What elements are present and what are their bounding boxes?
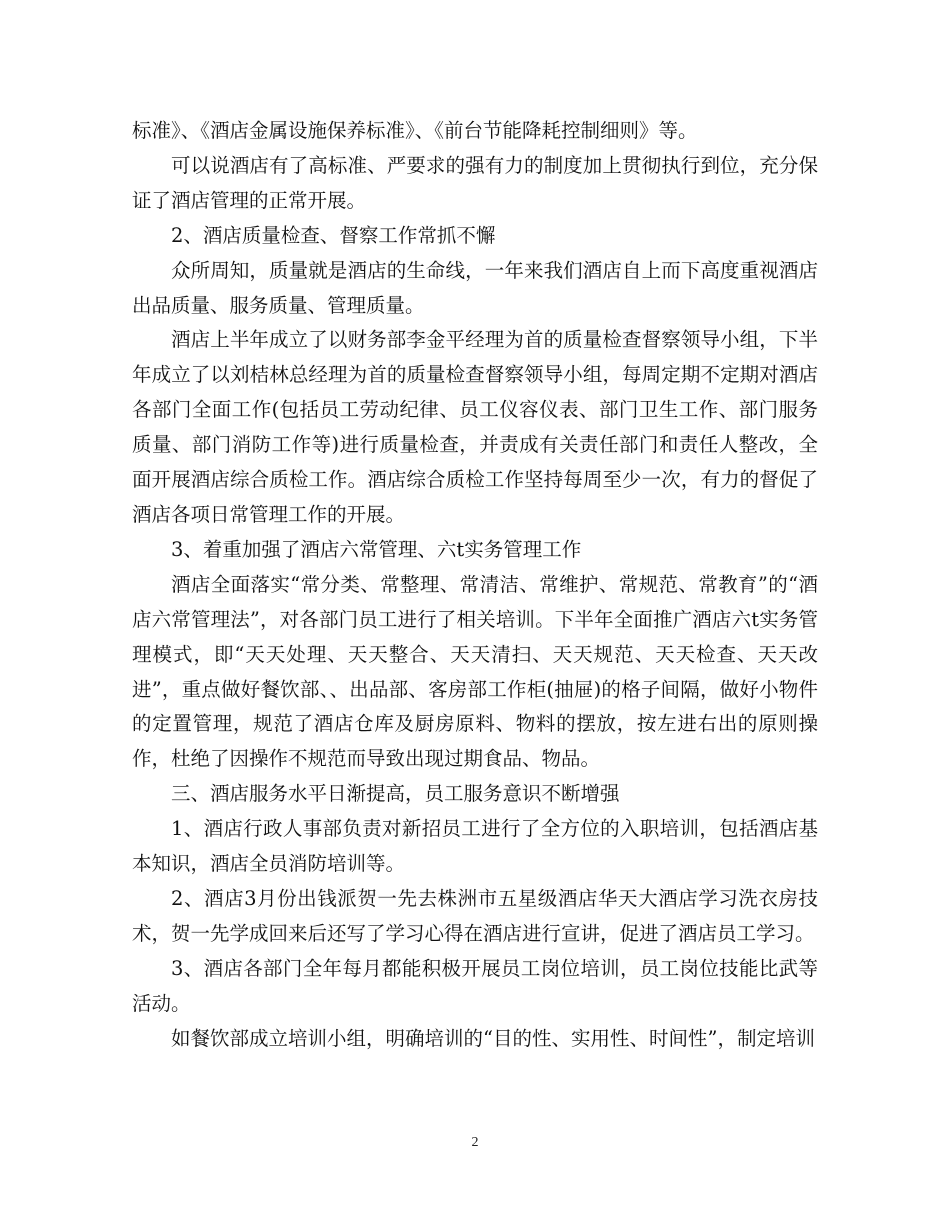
section-heading: 2、酒店质量检查、督察工作常抓不懈: [171, 223, 496, 247]
paragraph: 酒店上半年成立了以财务部李金平经理为首的质量检查督察领导小组，下半年成立了以刘桔林总经理为首的质量检查督察领导小组，每周定期不定期对酒店各部门全面工作(包括员工劳动纪律、员工仪容仪表、部门卫生工作、部门服务质量、部门消防工作等)进行质量检查，并责成有关责任部门和责任人整改，全面开展酒店综合质检工作。酒店综合质检工作坚持每周至少一次，有力的督促了酒店各项日常管理工作的开展。: [132, 328, 818, 526]
paragraph: 酒店全面落实“常分类、常整理、常清洁、常维护、常规范、常教育”的“酒店六常管理法”，对各部门员工进行了相关培训。下半年全面推广酒店六t实务管理模式，即“天天处理、天天整合、天天清扫、天天规范、天天检查、天天改进”，重点做好餐饮部、、出品部、客房部工作柜(抽屉)的格子间隔，做好小物件的定置管理，规范了酒店仓库及厨房原料、物料的摆放，按左进右出的原则操作，杜绝了因操作不规范而导致出现过期食品、物品。: [132, 572, 818, 771]
paragraph: 可以说酒店有了高标准、严要求的强有力的制度加上贯彻执行到位，充分保证了酒店管理的正常开展。: [132, 153, 818, 212]
paragraph-continuation: 标准》、《酒店金属设施保养标准》、《前台节能降耗控制细则》等。: [132, 119, 698, 142]
document-body: [132, 114, 818, 1056]
paragraph: 众所周知，质量就是酒店的生命线，一年来我们酒店自上而下高度重视酒店出品质量、服务质量、管理质量。: [132, 258, 818, 317]
paragraph: 如餐饮部成立培训小组，明确培训的“目的性、实用性、时间性”，制定培训: [171, 1026, 815, 1050]
page-number: 2: [471, 1135, 479, 1150]
paragraph: 3、酒店各部门全年每月都能积极开展员工岗位培训，员工岗位技能比武等活动。: [132, 956, 818, 1015]
paragraph: 2、酒店3月份出钱派贺一先去株洲市五星级酒店华天大酒店学习洗衣房技术，贺一先学成回来后还写了学习心得在酒店进行宣讲，促进了酒店员工学习。: [132, 886, 818, 945]
section-heading: 三、酒店服务水平日渐提高，员工服务意识不断增强: [171, 782, 620, 806]
paragraph: 1、酒店行政人事部负责对新招员工进行了全方位的入职培训，包括酒店基本知识，酒店全员消防培训等。: [132, 817, 818, 876]
section-heading: 3、着重加强了酒店六常管理、六t实务管理工作: [171, 537, 582, 561]
